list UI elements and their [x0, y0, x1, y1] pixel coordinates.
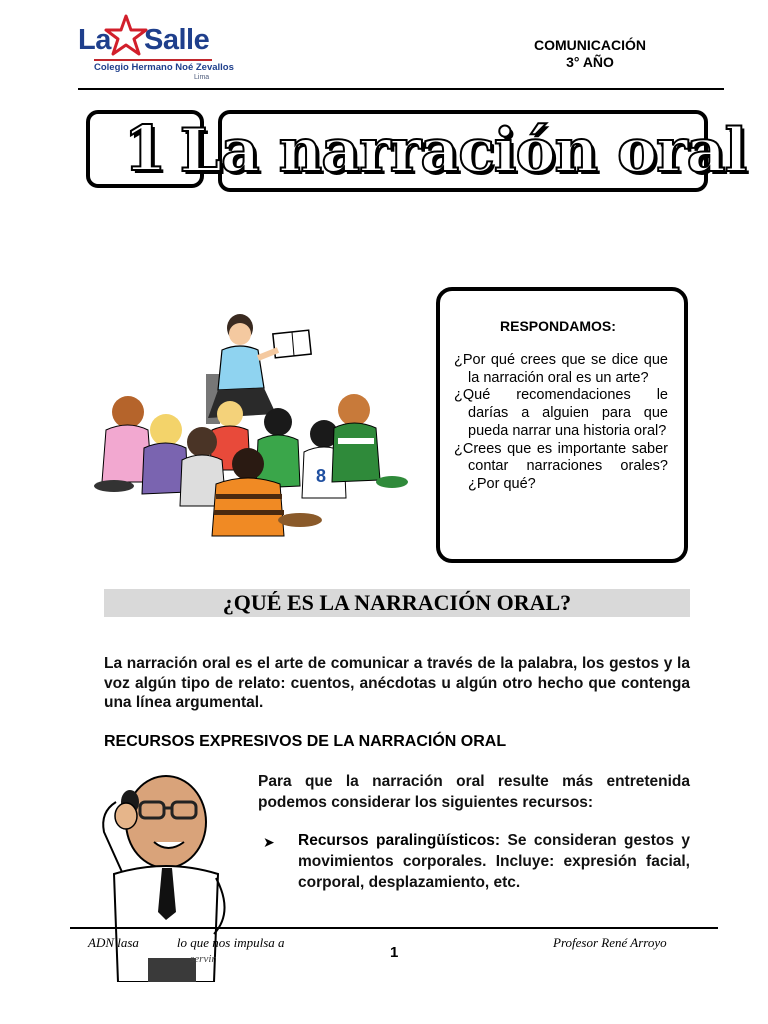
star-icon	[104, 14, 148, 56]
footer-motto-start: ADN lasa	[88, 935, 139, 950]
school-logo	[78, 14, 234, 86]
resources-intro: Para que la narración oral resulte más entretenida podemos considerar los siguientes recursos:	[258, 773, 690, 811]
logo-brand-left: La	[78, 24, 111, 56]
subject-heading	[490, 37, 690, 71]
lesson-title-box	[179, 110, 747, 192]
lesson-title: La narración oral	[179, 116, 747, 186]
footer-motto-line2: servir	[190, 953, 216, 965]
questions-title: RESPONDAMOS:	[500, 318, 616, 334]
section-heading: ¿QUÉ ES LA NARRACIÓN ORAL?	[222, 590, 572, 615]
question-item: ¿Por qué crees que se dice que la narración oral es un arte?	[454, 352, 668, 386]
arrow-bullet-icon: ➤	[263, 834, 275, 850]
footer-author: Profesor René Arroyo	[553, 935, 667, 950]
grade-level: 3° AÑO	[566, 54, 614, 70]
footer-divider	[70, 927, 718, 929]
storytelling-illustration	[88, 310, 412, 550]
definition-paragraph: La narración oral es el arte de comunicar a través de la palabra, los gestos y la voz algún tipo de relato: cuentos, anécdotas u algún otro hecho que contenga una línea argumental.	[104, 655, 690, 711]
page-number: 1	[390, 944, 399, 961]
bullet-description: Se consideran gestos y movimientos corporales. Incluye: expresión facial, corporal, desplazamiento, etc.	[298, 832, 690, 891]
bullet-term: Recursos paralingüísticos:	[298, 832, 501, 849]
section-heading-bar	[104, 589, 690, 617]
lesson-number: 1	[123, 112, 167, 185]
logo-divider	[94, 59, 212, 61]
resources-subheading: RECURSOS EXPRESIVOS DE LA NARRACIÓN ORAL	[104, 733, 507, 750]
bullet-paralinguistic	[298, 830, 690, 893]
logo-city: Lima	[194, 74, 210, 81]
footer-motto	[88, 935, 285, 951]
header-divider	[78, 88, 724, 90]
footer-motto-end: lo que nos impulsa a	[176, 935, 285, 950]
subject-name: COMUNICACIÓN	[534, 37, 646, 53]
svg-text:8: 8	[316, 466, 327, 486]
logo-school-name: Colegio Hermano Noé Zevallos	[94, 62, 234, 73]
logo-brand-right: Salle	[144, 24, 210, 56]
question-item: ¿Qué recomendaciones le darías a alguien para que pueda narrar una historia oral?	[454, 387, 668, 439]
question-item: ¿Crees que es importante saber contar narraciones orales? ¿Por qué?	[454, 440, 668, 492]
questions-list	[454, 352, 668, 494]
